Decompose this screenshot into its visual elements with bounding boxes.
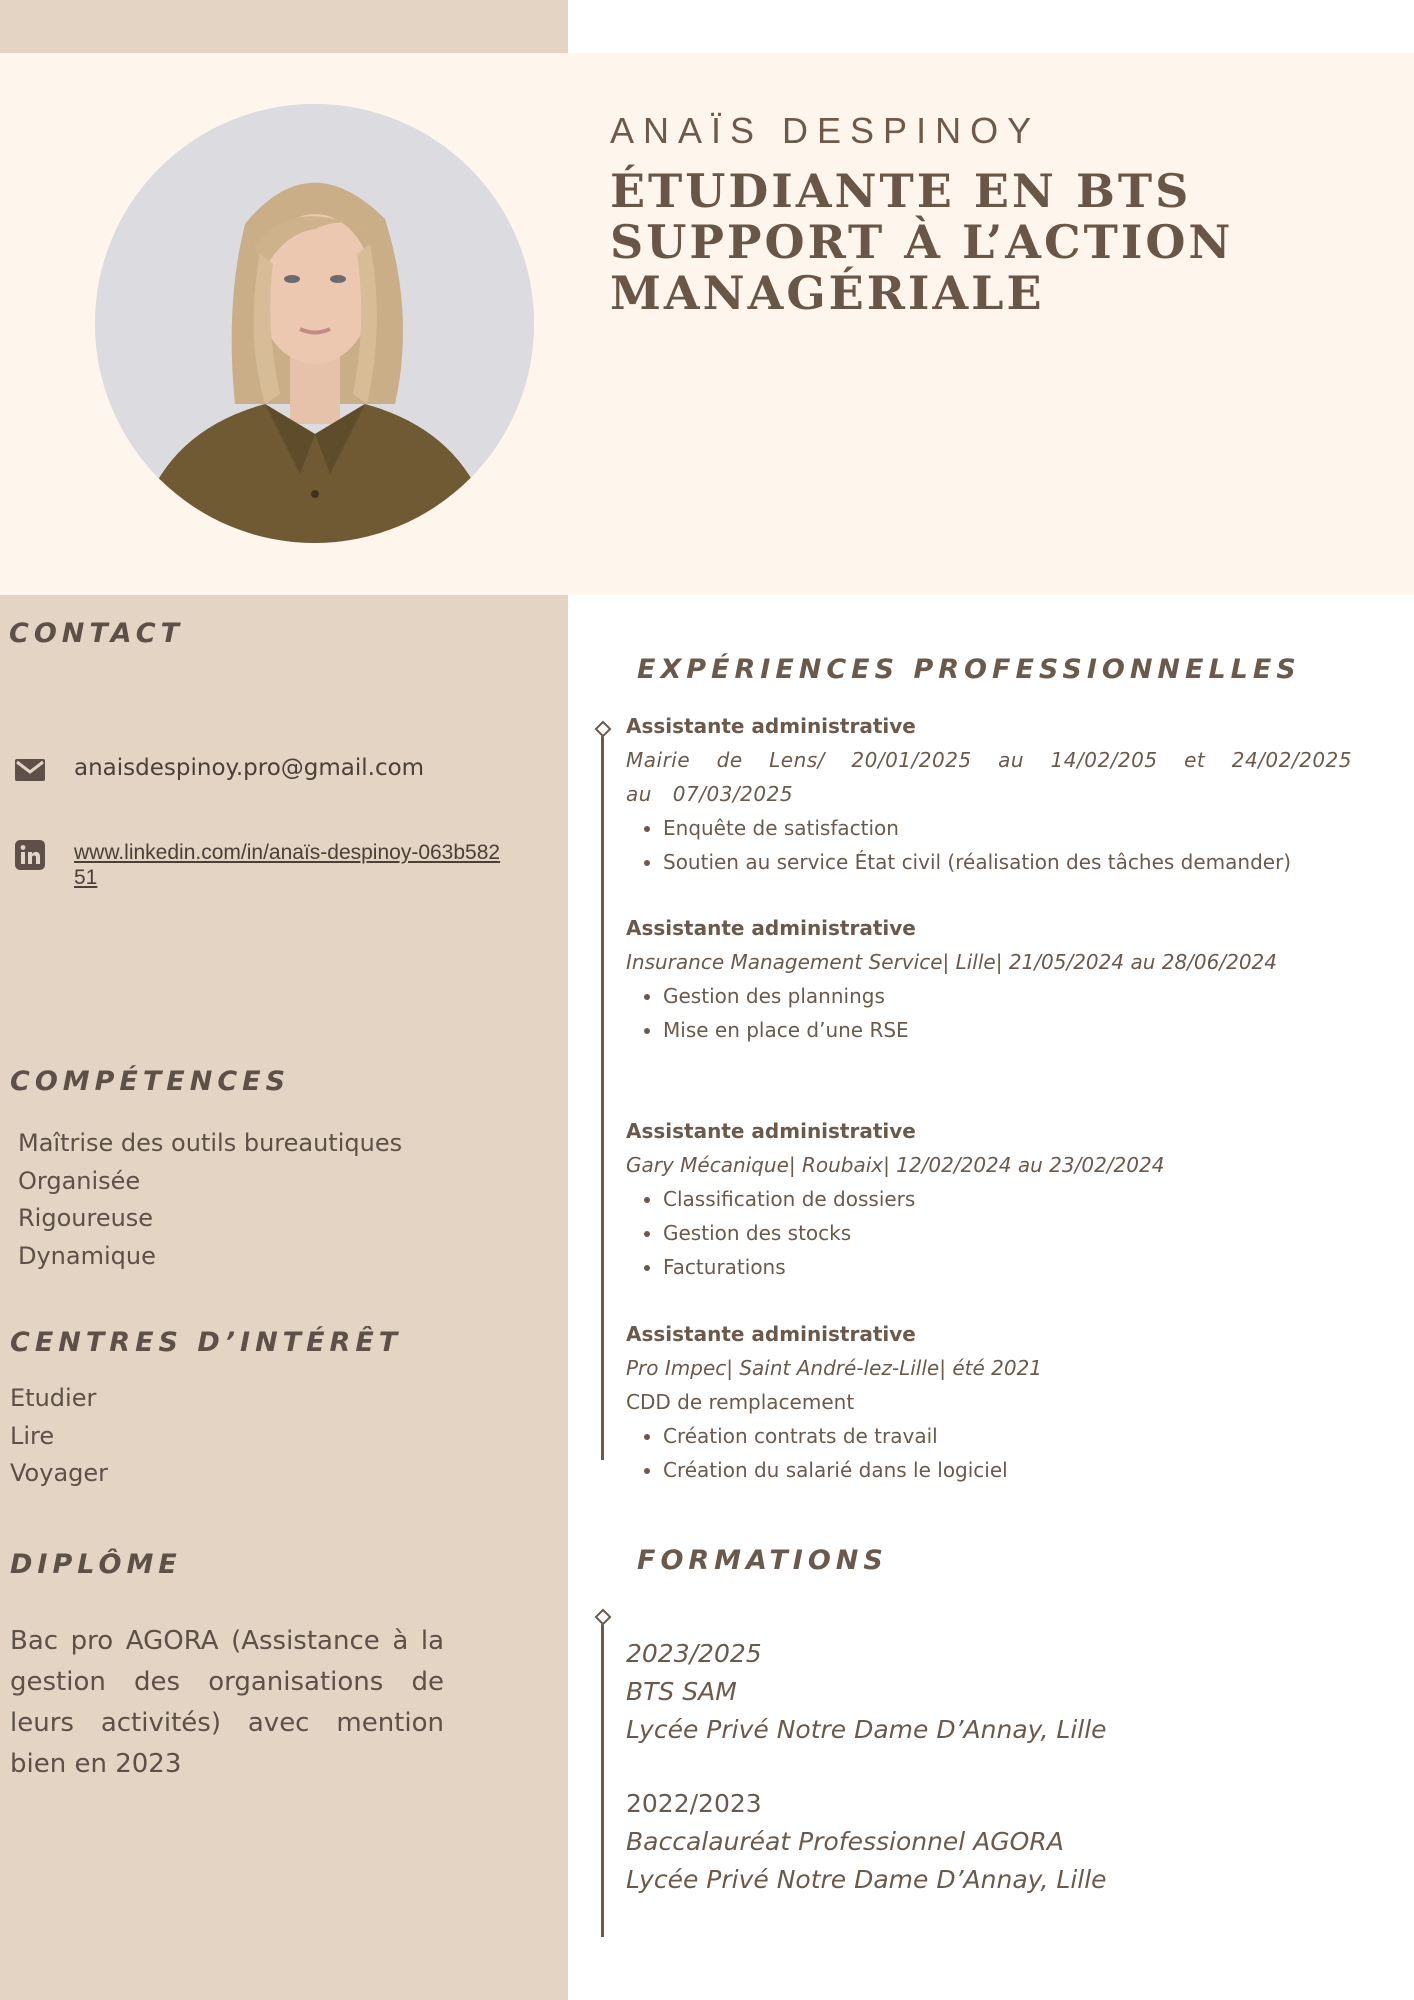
formations-heading: FORMATIONS [637, 1545, 888, 1576]
experience-contract-type: CDD de remplacement [626, 1390, 855, 1414]
experience-task: • Gestion des plannings [663, 979, 1352, 1013]
interests-list [10, 1380, 108, 1493]
experience-tasks [626, 811, 1352, 879]
formation-entry [626, 1635, 1352, 1749]
experience-place: Gary Mécanique| Roubaix| 12/02/2024 au 23/02/2024 [626, 1153, 1165, 1177]
experience-title: Assistante administrative [626, 916, 916, 940]
skill-item: Rigoureuse [18, 1204, 154, 1232]
experience-timeline-dot [595, 721, 612, 738]
formation-year: 2023/2025 [626, 1639, 762, 1668]
experience-entry [626, 1114, 1352, 1284]
formation-year: 2022/2023 [626, 1789, 762, 1818]
experience-entry [626, 911, 1352, 1047]
diploma-text: Bac pro AGORA (Assistance à la gestion des organisations de leurs activités) avec mention bien en 2023 [10, 1626, 444, 1779]
formation-timeline-dot [595, 1609, 612, 1626]
experience-task: • Mise en place d’une RSE [663, 1013, 1352, 1047]
experience-task: • Facturations [663, 1250, 1352, 1284]
left-top-band [0, 0, 568, 53]
experience-title: Assistante administrative [626, 714, 916, 738]
experience-tasks [626, 1419, 1352, 1487]
email-address[interactable]: anaisdespinoy.pro@gmail.com [74, 755, 425, 781]
skills-list [18, 1125, 402, 1275]
experience-place: Pro Impec| Saint André-lez-Lille| été 2021 [626, 1356, 1043, 1380]
interest-item: Lire [10, 1421, 55, 1450]
experience-task: • Création contrats de travail [663, 1419, 1352, 1453]
linkedin-link[interactable]: www.linkedin.com/in/anaïs-despinoy-063b58251 [74, 841, 501, 889]
experiences-heading: EXPÉRIENCES PROFESSIONNELLES [637, 654, 1301, 685]
experience-entry [626, 1317, 1352, 1487]
experience-task: • Soutien au service État civil (réalisation des tâches demander) [663, 845, 1352, 879]
experience-task: • Enquête de satisfaction [663, 811, 1352, 845]
contact-heading: CONTACT [9, 618, 184, 649]
experience-title: Assistante administrative [626, 1119, 916, 1143]
skill-item: Maîtrise des outils bureautiques [18, 1129, 403, 1157]
skills-heading: COMPÉTENCES [10, 1066, 291, 1097]
left-column-panel [0, 595, 568, 2000]
skill-item: Organisée [18, 1166, 141, 1195]
experience-task: • Gestion des stocks [663, 1216, 1352, 1250]
experience-task: • Création du salarié dans le logiciel [663, 1453, 1352, 1487]
candidate-name: ANAÏS DESPINOY [610, 110, 1041, 151]
skill-item: Dynamique [18, 1241, 156, 1270]
formation-timeline-line [601, 1622, 604, 1937]
linkedin-icon [15, 840, 45, 874]
experience-tasks [626, 1182, 1352, 1284]
formation-degree: BTS SAM [626, 1677, 737, 1706]
formation-degree: Baccalauréat Professionnel AGORA [626, 1827, 1064, 1856]
interest-item: Voyager [10, 1459, 109, 1487]
profile-photo [95, 104, 534, 543]
experience-tasks [626, 979, 1352, 1047]
email-icon [15, 759, 45, 785]
experience-place: Mairie de Lens/ 20/01/2025 au 14/02/205 et 24/02/2025 au 07/03/2025 [626, 748, 1352, 806]
formation-school: Lycée Privé Notre Dame D’Annay, Lille [626, 1715, 1107, 1744]
experience-title: Assistante administrative [626, 1322, 916, 1346]
interest-item: Etudier [10, 1384, 97, 1412]
interests-heading: CENTRES D’INTÉRÊT [10, 1327, 403, 1358]
diploma-heading: DIPLÔME [10, 1549, 182, 1580]
formation-school: Lycée Privé Notre Dame D’Annay, Lille [626, 1865, 1107, 1894]
experience-place: Insurance Management Service| Lille| 21/05/2024 au 28/06/2024 [626, 950, 1278, 974]
formation-entry [626, 1785, 1352, 1899]
experience-entry [626, 709, 1352, 879]
experience-task: • Classification de dossiers [663, 1182, 1352, 1216]
experience-timeline-line [601, 730, 604, 1460]
job-title: ÉTUDIANTE EN BTS SUPPORT À L’ACTION MANAGÉRIALE [610, 164, 1234, 320]
